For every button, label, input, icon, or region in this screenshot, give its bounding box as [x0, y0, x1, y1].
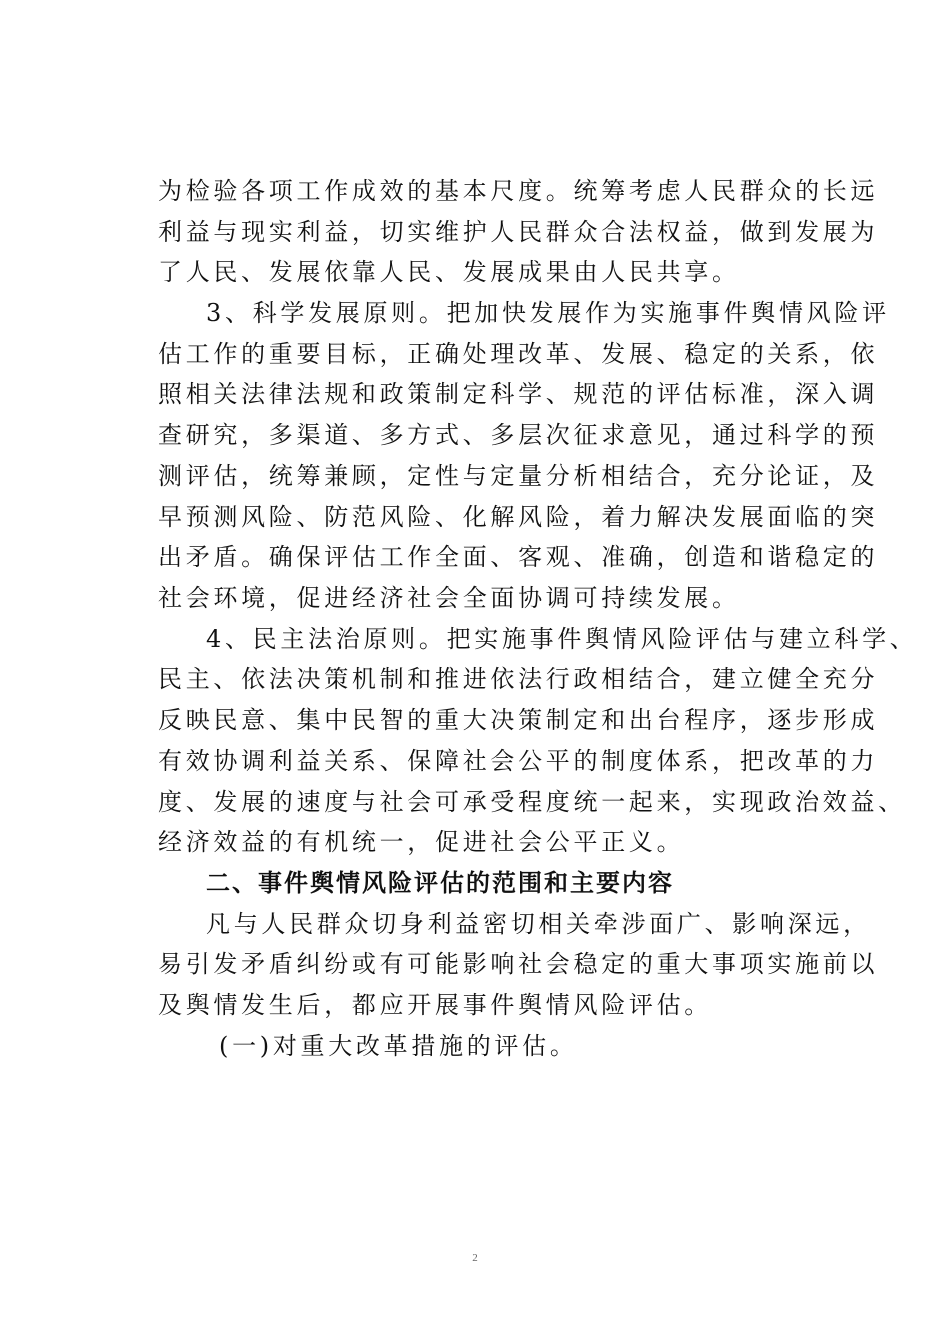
paragraph-line: 凡与人民群众切身利益密切相关牵涉面广、影响深远， [206, 910, 871, 938]
subsection-line: (一)对重大改革措施的评估。 [219, 1032, 578, 1060]
paragraph-line: 度、发展的速度与社会可承受程度统一起来，实现政治效益、 [158, 788, 906, 816]
section-heading: 二、事件舆情风险评估的范围和主要内容 [206, 869, 674, 897]
paragraph-line: 3、科学发展原则。把加快发展作为实施事件舆情风险评 [206, 299, 890, 327]
paragraph-line: 反映民意、集中民智的重大决策制定和出台程序，逐步形成 [158, 706, 879, 734]
page-number: 2 [472, 1252, 478, 1264]
paragraph-line: 有效协调利益关系、保障社会公平的制度体系，把改革的力 [158, 747, 879, 775]
paragraph-line: 民主、依法决策机制和推进依法行政相结合，建立健全充分 [158, 665, 879, 693]
paragraph-line: 利益与现实利益，切实维护人民群众合法权益，做到发展为 [158, 218, 879, 246]
paragraph-line: 社会环境，促进经济社会全面协调可持续发展。 [158, 584, 740, 612]
paragraph-line: 及舆情发生后，都应开展事件舆情风险评估。 [158, 991, 712, 1019]
paragraph-line: 4、民主法治原则。把实施事件舆情风险评估与建立科学、 [206, 625, 918, 653]
paragraph-line: 查研究，多渠道、多方式、多层次征求意见，通过科学的预 [158, 421, 879, 449]
paragraph-line: 估工作的重要目标，正确处理改革、发展、稳定的关系，依 [158, 340, 879, 368]
paragraph-line: 照相关法律法规和政策制定科学、规范的评估标准，深入调 [158, 380, 879, 408]
paragraph-line: 易引发矛盾纠纷或有可能影响社会稳定的重大事项实施前以 [158, 950, 879, 978]
paragraph-line: 经济效益的有机统一，促进社会公平正义。 [158, 828, 685, 856]
paragraph-line: 测评估，统筹兼顾，定性与定量分析相结合，充分论证，及 [158, 462, 879, 490]
paragraph-line: 早预测风险、防范风险、化解风险，着力解决发展面临的突 [158, 503, 879, 531]
paragraph-line: 出矛盾。确保评估工作全面、客观、准确，创造和谐稳定的 [158, 543, 879, 571]
paragraph-line: 为检验各项工作成效的基本尺度。统筹考虑人民群众的长远 [158, 177, 879, 205]
paragraph-line: 了人民、发展依靠人民、发展成果由人民共享。 [158, 258, 740, 286]
